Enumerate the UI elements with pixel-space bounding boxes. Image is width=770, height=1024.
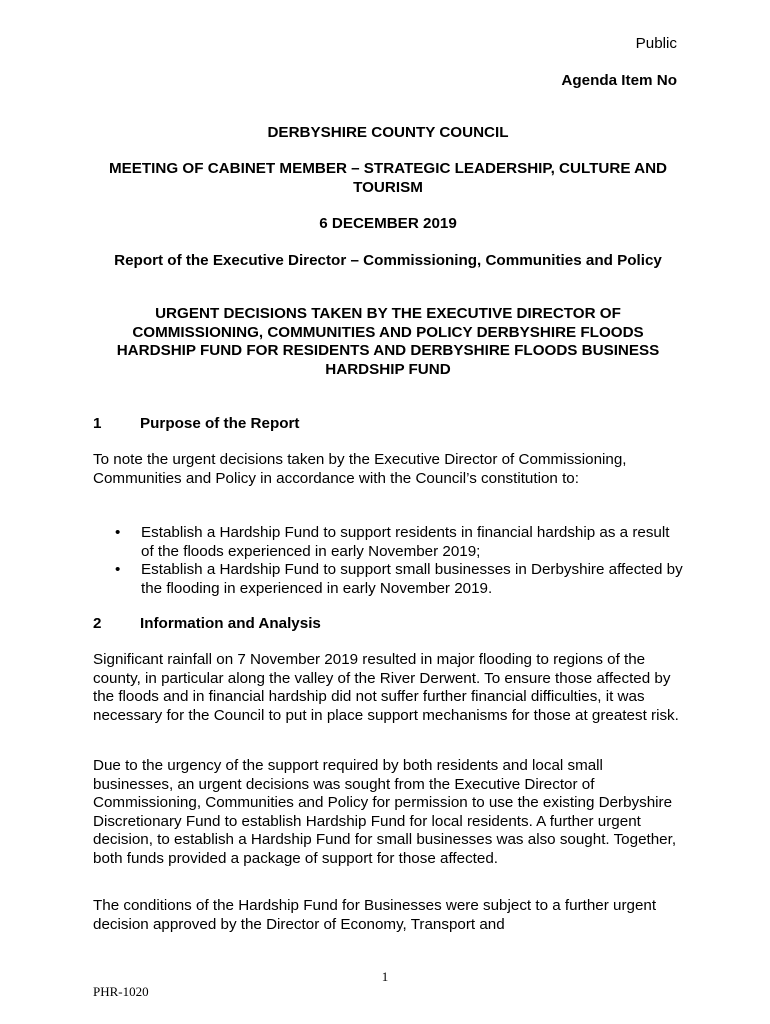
- report-of: Report of the Executive Director – Commissioning, Communities and Policy: [114, 252, 662, 269]
- document-reference: PHR-1020: [93, 984, 149, 999]
- meeting-date: 6 DECEMBER 2019: [319, 215, 457, 232]
- section-1-intro: To note the urgent decisions taken by the Executive Director of Commissioning, Communities and Policy in accordance with the Council’s constitution to:: [93, 451, 627, 487]
- classification-label: Public: [635, 35, 677, 52]
- report-subject: URGENT DECISIONS TAKEN BY THE EXECUTIVE DIRECTOR OF COMMISSIONING, COMMUNITIES AND POLICY DERBYSHIRE FLOODS HARDSHIP FUND FOR RESIDENTS AND DERBYSHIRE FLOODS BUSINESS HARDSHIP FUND: [116, 305, 660, 378]
- section-1-bullet-list: [93, 524, 683, 598]
- list-item-text: Establish a Hardship Fund to support residents in financial hardship as a result of the floods experienced in early November 2019;: [141, 524, 670, 560]
- list-item-text: Establish a Hardship Fund to support small businesses in Derbyshire affected by the flooding in experienced in early November 2019.: [141, 561, 683, 597]
- meeting-title: MEETING OF CABINET MEMBER – STRATEGIC LEADERSHIP, CULTURE AND TOURISM: [108, 160, 668, 196]
- section-2-paragraph-3: The conditions of the Hardship Fund for Businesses were subject to a further urgent decision approved by the Director of Economy, Transport and: [93, 897, 657, 933]
- list-item: [93, 524, 683, 561]
- section-number: 1: [93, 415, 102, 432]
- section-title: Purpose of the Report: [140, 415, 300, 432]
- section-number: 2: [93, 615, 102, 632]
- section-2-heading: [93, 615, 683, 634]
- council-name: DERBYSHIRE COUNTY COUNCIL: [267, 124, 509, 141]
- section-1-heading: [93, 415, 683, 434]
- page-number: 1: [381, 969, 389, 984]
- section-2-paragraph-2: Due to the urgency of the support required by both residents and local small businesses, an urgent decisions was sought from the Executive Director of Commissioning, Communities and Policy for permission to use the existing Derbyshire Discretionary Fund to establish Hardship Fund for local residents. A further urgent decision, to establish a Hardship Fund for small businesses was also sought. Together, both funds provided a package of support for those affected.: [93, 757, 677, 867]
- bullet-icon: •: [115, 524, 121, 541]
- section-2-paragraph-1: Significant rainfall on 7 November 2019 resulted in major flooding to regions of the county, in particular along the valley of the River Derwent. To ensure those affected by the floods and in financial hardship did not suffer further financial difficulties, it was necessary for the Council to put in place support mechanisms for those at greatest risk.: [93, 651, 679, 724]
- list-item: [93, 561, 683, 598]
- section-title: Information and Analysis: [140, 615, 321, 632]
- bullet-icon: •: [115, 561, 121, 578]
- agenda-item-label: Agenda Item No: [561, 72, 677, 89]
